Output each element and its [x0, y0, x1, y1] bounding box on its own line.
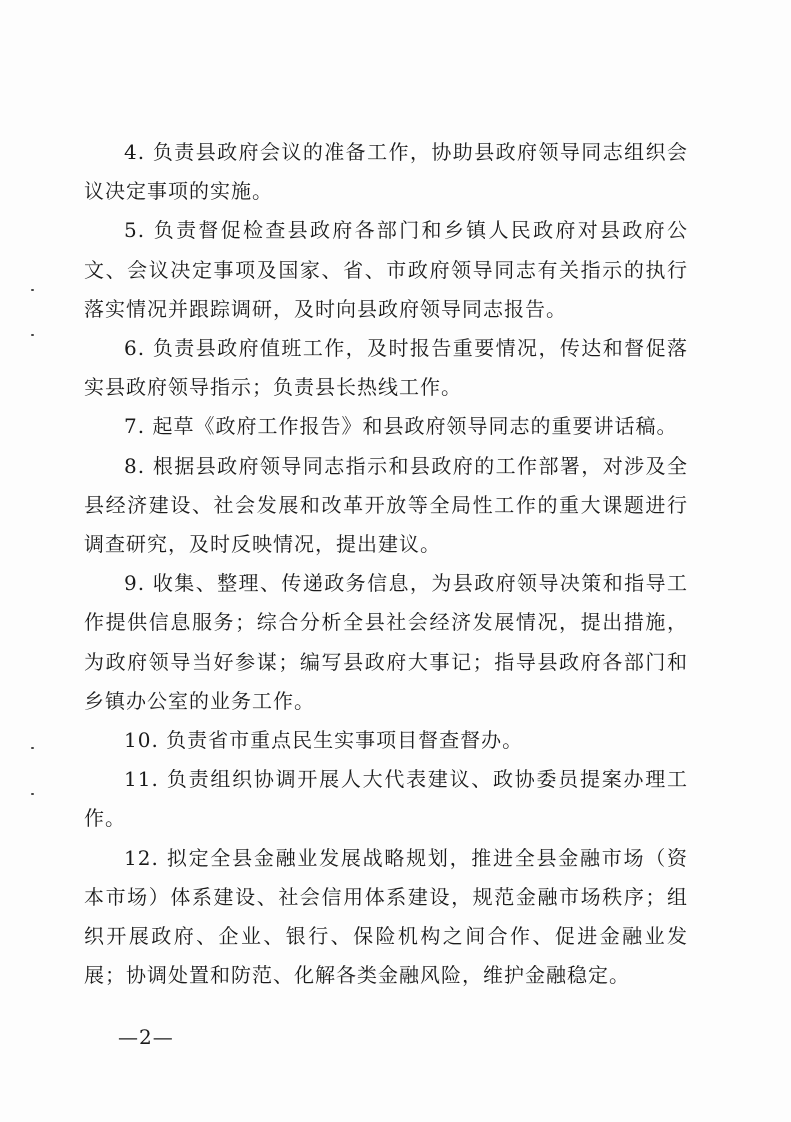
scan-speck [31, 334, 34, 336]
paragraph-item-11: 11. 负责组织协调开展人大代表建议、政协委员提案办理工作。 [84, 767, 688, 831]
paragraph-item-12: 12. 拟定全县金融业发展战略规划，推进全县金融市场（资本市场）体系建设、社会信用体系建设，规范金融市场秩序；组织开展政府、企业、银行、保险机构之间合作、促进金融业发展；协调处置和防范、化解各类金融风险，维护金融稳定。 [84, 845, 688, 988]
paragraph-item-5: 5. 负责督促检查县政府各部门和乡镇人民政府对县政府公文、会议决定事项及国家、省、市政府领导同志有关指示的执行落实情况并跟踪调研，及时向县政府领导同志报告。 [84, 218, 688, 321]
paragraph-item-8: 8. 根据县政府领导同志指示和县政府的工作部署，对涉及全县经济建设、社会发展和改革开放等全局性工作的重大课题进行调查研究，及时反映情况，提出建议。 [84, 453, 688, 557]
paragraph-item-4: 4. 负责县政府会议的准备工作，协助县政府领导同志组织会议决定事项的实施。 [84, 140, 688, 204]
paragraph-item-7: 7. 起草《政府工作报告》和县政府领导同志的重要讲话稿。 [124, 414, 678, 439]
scan-speck [31, 747, 34, 749]
paragraph-item-9: 9. 收集、整理、传递政务信息，为县政府领导决策和指导工作提供信息服务；综合分析全县社会经济发展情况，提出措施，为政府领导当好参谋；编写县政府大事记；指导县政府各部门和乡镇办公室的业务工作。 [84, 571, 688, 713]
scan-speck [31, 793, 34, 795]
document-body [84, 133, 688, 995]
paragraph-item-6: 6. 负责县政府值班工作，及时报告重要情况，传达和督促落实县政府领导指示；负责县长热线工作。 [84, 336, 688, 400]
paragraph-item-10: 10. 负责省市重点民生实事项目督查督办。 [124, 728, 524, 753]
scan-speck [31, 289, 34, 291]
page-number: —2— [118, 1025, 174, 1049]
